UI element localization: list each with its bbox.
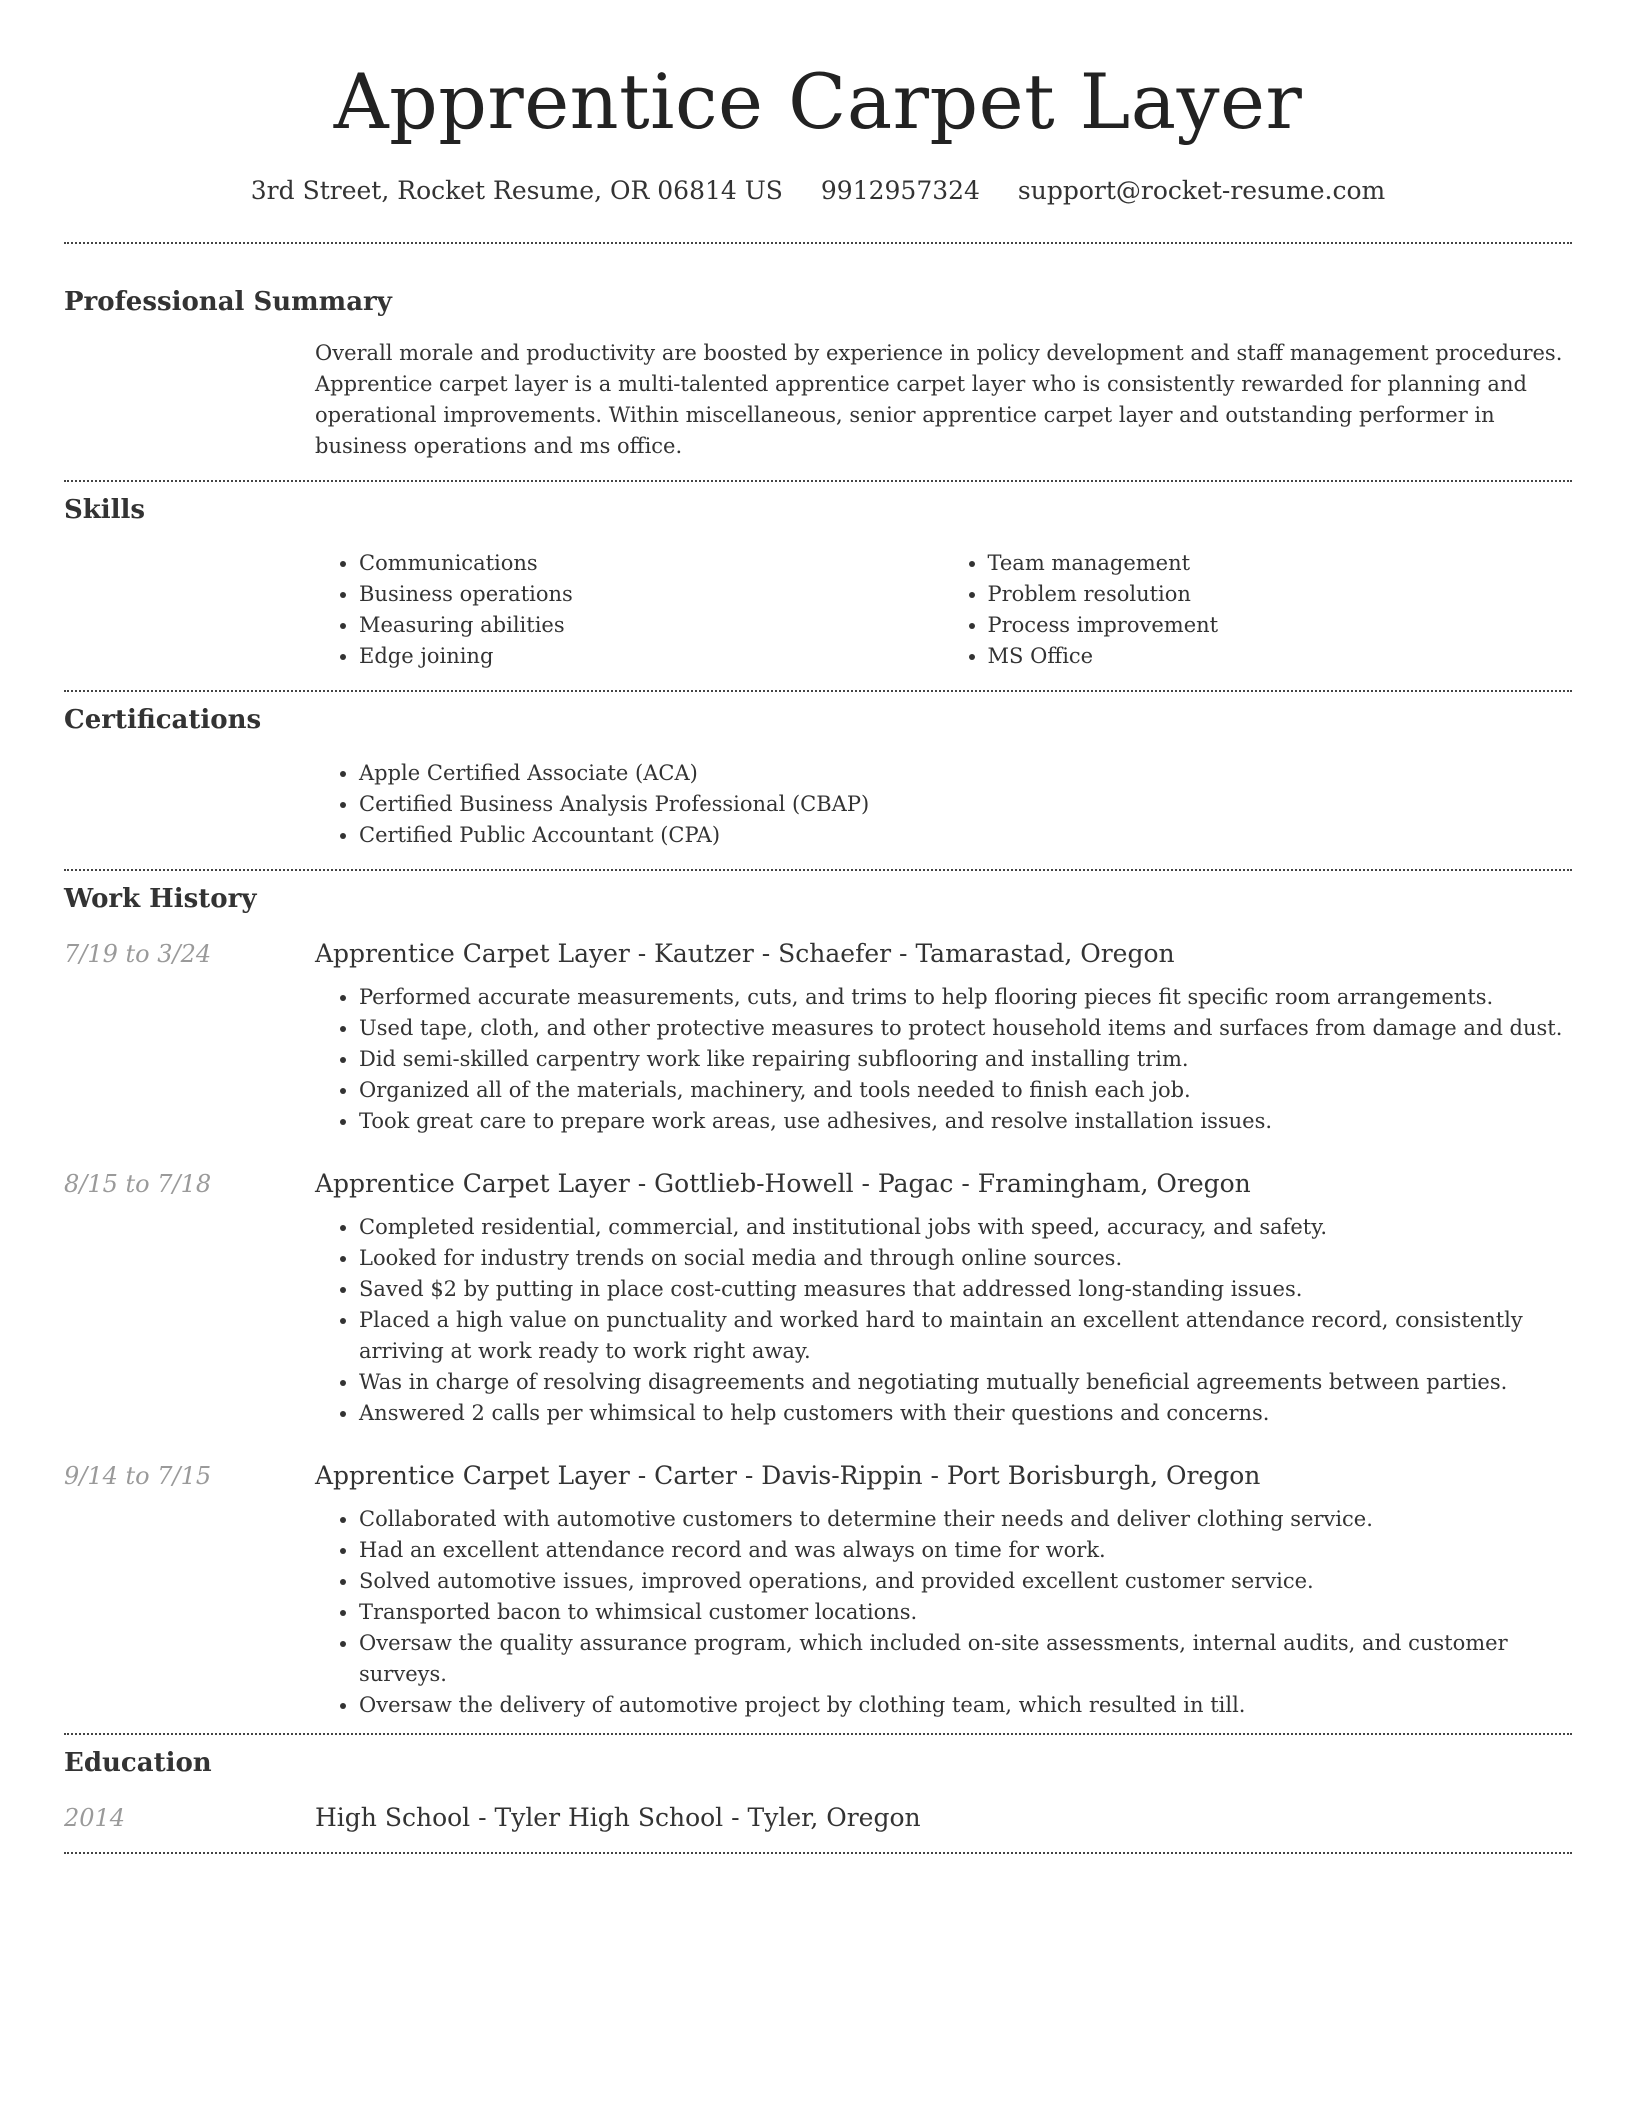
contact-phone: 9912957324 — [820, 176, 980, 205]
summary-heading: Professional Summary — [64, 287, 392, 317]
job-title: Apprentice Carpet Layer - Gottlieb-Howell - Pagac - Framingham, Oregon — [315, 1169, 1251, 1198]
job-entry — [64, 1169, 1572, 1429]
job-bullet: • Oversaw the delivery of automotive project by clothing team, which resulted in till. — [359, 1690, 1572, 1721]
job-title: Apprentice Carpet Layer - Kautzer - Schaefer - Tamarastad, Oregon — [315, 939, 1175, 968]
job-bullet: • Solved automotive issues, improved operations, and provided excellent customer service. — [359, 1566, 1572, 1597]
job-bullet: • Looked for industry trends on social media and through online sources. — [359, 1243, 1572, 1274]
job-bullet: • Completed residential, commercial, and institutional jobs with speed, accuracy, and safety. — [359, 1212, 1572, 1243]
skill-item: • Problem resolution — [988, 579, 1573, 610]
certifications-heading: Certifications — [64, 705, 262, 735]
divider — [64, 1852, 1572, 1854]
skills-list-right — [944, 548, 1573, 672]
education-date: 2014 — [64, 1804, 126, 1832]
job-bullet: • Organized all of the materials, machinery, and tools needed to finish each job. — [359, 1075, 1572, 1106]
resume-page — [64, 0, 1572, 1854]
job-bullets — [315, 982, 1572, 1137]
job-bullet: • Saved $2 by putting in place cost-cutting measures that addressed long-standing issues. — [359, 1274, 1572, 1305]
skills-heading: Skills — [64, 495, 146, 525]
skill-item: • Business operations — [359, 579, 944, 610]
job-date: 9/14 to 7/15 — [64, 1462, 212, 1490]
contact-line — [64, 176, 1572, 206]
skill-item: • Measuring abilities — [359, 610, 944, 641]
job-bullet: • Used tape, cloth, and other protective measures to protect household items and surfaces from damage and dust. — [359, 1013, 1572, 1044]
divider — [64, 1733, 1572, 1735]
certification-item: • Certified Public Accountant (CPA) — [359, 820, 1572, 851]
divider — [64, 869, 1572, 871]
skills-list-left — [315, 548, 944, 672]
job-bullet: • Did semi-skilled carpentry work like repairing subflooring and installing trim. — [359, 1044, 1572, 1075]
divider — [64, 480, 1572, 482]
skill-item: • MS Office — [988, 641, 1573, 672]
job-bullet: • Answered 2 calls per whimsical to help customers with their questions and concerns. — [359, 1398, 1572, 1429]
job-title: Apprentice Carpet Layer - Carter - Davis-Rippin - Port Borisburgh, Oregon — [315, 1461, 1261, 1490]
certification-item: • Apple Certified Associate (ACA) — [359, 758, 1572, 789]
skill-item: • Team management — [988, 548, 1573, 579]
contact-address: 3rd Street, Rocket Resume, OR 06814 US — [250, 176, 783, 205]
job-bullet: • Was in charge of resolving disagreements and negotiating mutually beneficial agreements between parties. — [359, 1367, 1572, 1398]
job-date: 8/15 to 7/18 — [64, 1170, 212, 1198]
job-bullet: • Oversaw the quality assurance program, which included on-site assessments, internal audits, and customer surveys. — [359, 1628, 1572, 1690]
job-date: 7/19 to 3/24 — [64, 940, 212, 968]
summary-section — [64, 286, 1572, 462]
certification-item: • Certified Business Analysis Professional (CBAP) — [359, 789, 1572, 820]
summary-text: Overall morale and productivity are boosted by experience in policy development and staff management procedures. Apprentice carpet layer is a multi-talented apprentice carpet layer who is consistently rewarded for planning and operational improvements. Within miscellaneous, senior apprentice carpet layer and outstanding performer in business operations and ms office. — [315, 341, 1563, 458]
work-history-heading: Work History — [64, 884, 257, 914]
job-bullet: • Had an excellent attendance record and was always on time for work. — [359, 1535, 1572, 1566]
job-bullet: • Placed a high value on punctuality and worked hard to maintain an excellent attendance record, consistently arriving at work ready to work right away. — [359, 1305, 1572, 1367]
skill-item: • Process improvement — [988, 610, 1573, 641]
divider — [64, 690, 1572, 692]
job-bullets — [315, 1504, 1572, 1721]
education-heading: Education — [64, 1748, 212, 1778]
work-history-section — [64, 883, 1572, 1721]
education-section — [64, 1747, 1572, 1832]
skill-item: • Communications — [359, 548, 944, 579]
divider — [64, 242, 1572, 244]
certifications-section — [64, 704, 1572, 851]
contact-email: support@rocket-resume.com — [1017, 176, 1386, 205]
job-bullet: • Transported bacon to whimsical customer locations. — [359, 1597, 1572, 1628]
job-bullet: • Took great care to prepare work areas, use adhesives, and resolve installation issues. — [359, 1106, 1572, 1137]
resume-name: Apprentice Carpet Layer — [333, 57, 1303, 146]
job-bullet: • Performed accurate measurements, cuts, and trims to help flooring pieces fit specific room arrangements. — [359, 982, 1572, 1013]
certifications-list — [315, 758, 1572, 851]
job-entry — [64, 1461, 1572, 1721]
job-bullets — [315, 1212, 1572, 1429]
skills-section — [64, 494, 1572, 672]
job-bullet: • Collaborated with automotive customers to determine their needs and deliver clothing service. — [359, 1504, 1572, 1535]
education-detail: High School - Tyler High School - Tyler, Oregon — [315, 1803, 921, 1832]
job-entry — [64, 939, 1572, 1137]
skill-item: • Edge joining — [359, 641, 944, 672]
